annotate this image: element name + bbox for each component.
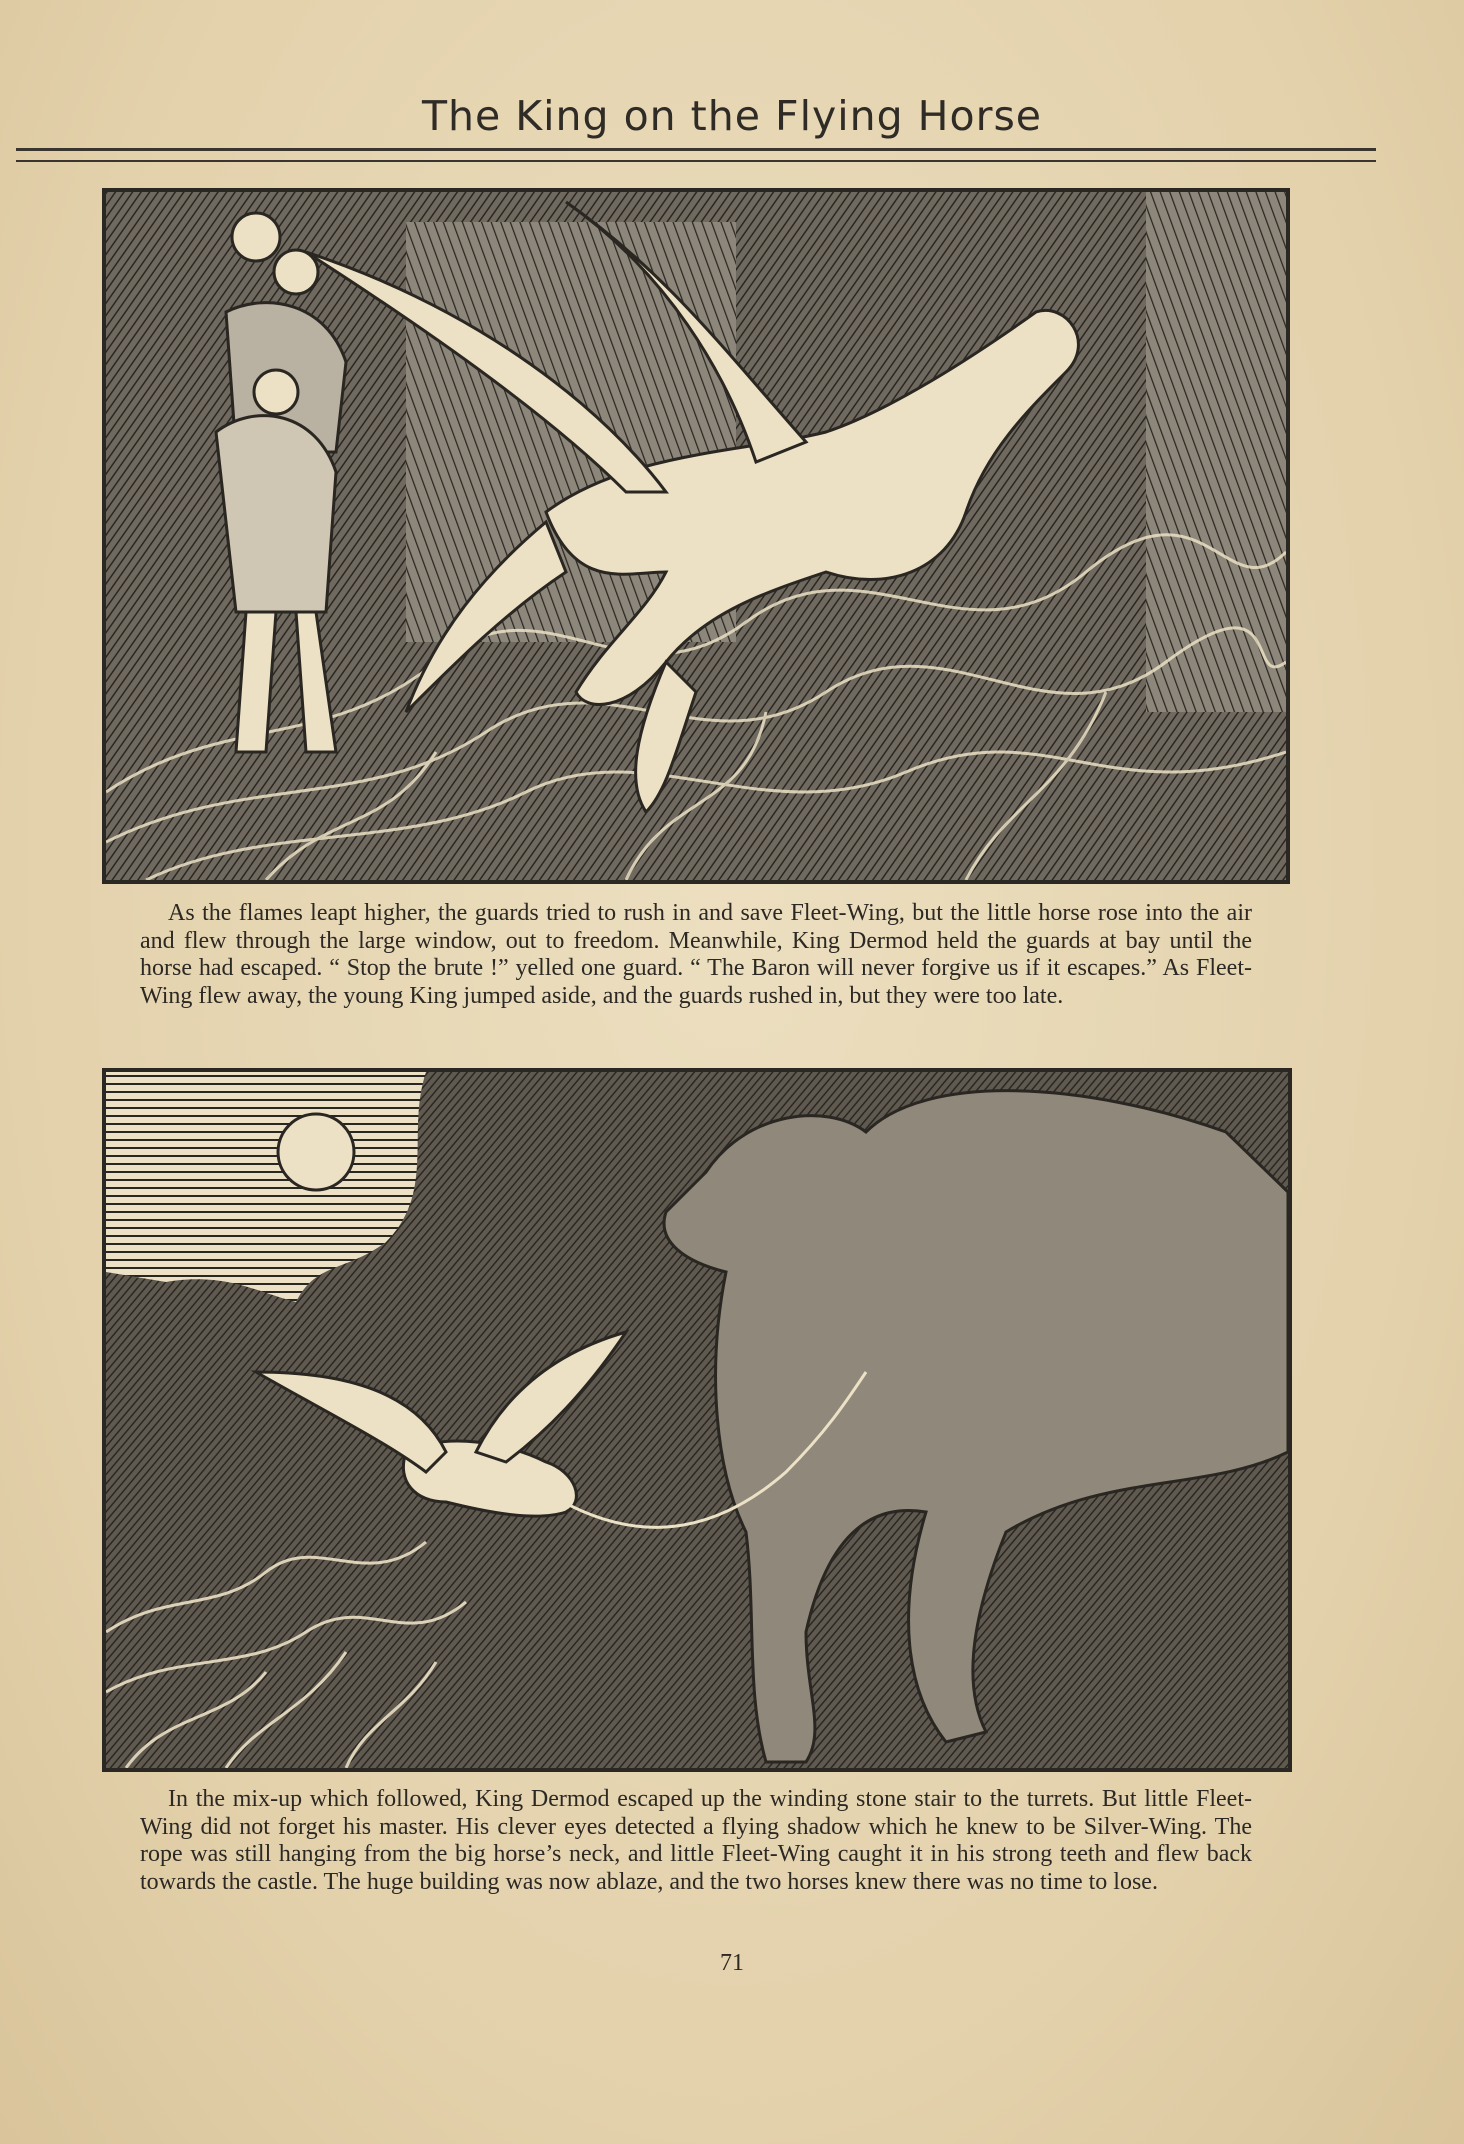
header-rule-thin [16, 160, 1376, 162]
caption-rope [140, 1786, 1252, 1896]
caption-escape-text: As the flames leapt higher, the guards tried to rush in and save Fleet-Wing, but the little horse rose into the air and flew through the large window, out to freedom. Meanwhile, King Dermod held the guards at bay until the horse had escaped. “ Stop the brute !” yelled one guard. “ The Baron will never forgive us if it escapes.” As Fleet-Wing flew away, the young King jumped aside, and the guards rushed in, but they were too late. [140, 900, 1252, 1009]
header-rule-thick [16, 148, 1376, 151]
illustration-escape [102, 188, 1290, 884]
running-title: The King on the Flying Horse [421, 92, 1043, 140]
page-number: 71 [720, 1950, 744, 1976]
caption-rope-text: In the mix-up which followed, King Dermod escaped up the winding stone stair to the turrets. But little Fleet-Wing did not forget his master. His clever eyes detected a flying shadow which he knew to be Silver-Wing. The rope was still hanging from the big horse’s neck, and little Fleet-Wing caught it in his strong teeth and flew back towards the castle. The huge building was now ablaze, and the two horses knew there was no time to lose. [140, 1786, 1252, 1895]
illustration-rope [102, 1068, 1292, 1772]
caption-escape [140, 900, 1252, 1010]
illustration-escape-drawing [106, 192, 1286, 880]
illustration-rope-drawing [106, 1072, 1288, 1768]
